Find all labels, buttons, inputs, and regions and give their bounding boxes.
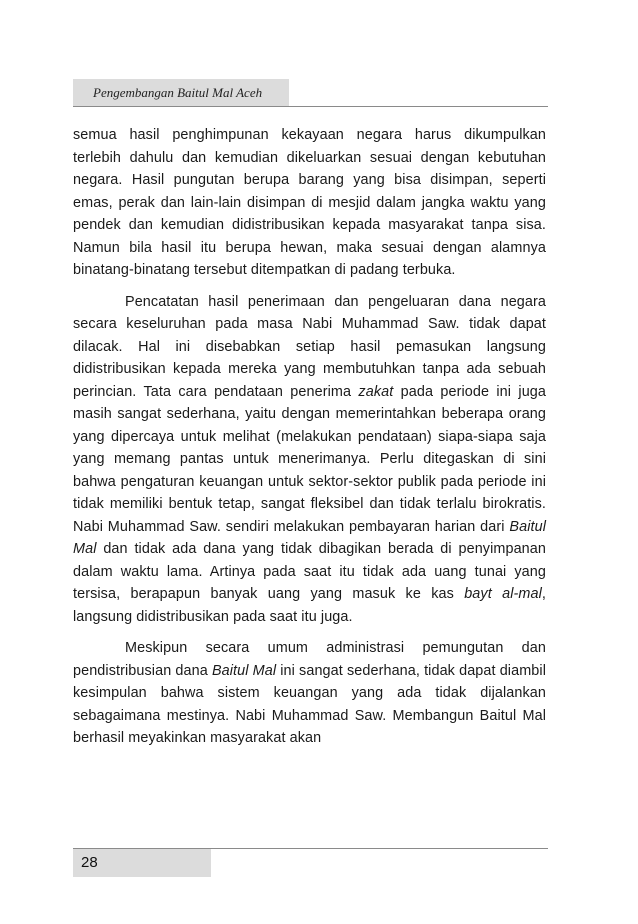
term-bayt-al-mal: bayt al-mal bbox=[464, 586, 542, 602]
body-text bbox=[73, 124, 546, 759]
paragraph-2-text-a: Pencatatan hasil penerimaan dan pengeluaran dana negara secara keseluruhan pada masa Nabi Muhammad Saw. tidak dapat dilacak. Hal ini disebabkan setiap hasil pemasukan langsung didistribusikan kepada mereka yang membutuhkan tanpa ada sebuah perincian. Tata cara pendataan penerima bbox=[73, 293, 546, 400]
paragraph-2-text-b: pada periode ini juga masih sangat sederhana, yaitu dengan memerintahkan beberapa orang yang dipercaya untuk melihat (melakukan pendataan) siapa-siapa saja yang memang pantas untuk menerimanya. Perlu ditegaskan di sini bahwa pengaturan keuangan untuk sektor-sektor publik pada periode ini tidak memiliki bentuk tetap, sangat fleksibel dan tidak terlalu birokratis. Nabi Muhammad Saw. sendiri melakukan pembayaran harian dari bbox=[73, 383, 546, 535]
paragraph-3-text-a: Meskipun secara umum administrasi pemungutan dan pendistribusian dana bbox=[73, 640, 546, 679]
paragraph-2-text-d: , langsung didistribusikan pada saat itu juga. bbox=[73, 586, 546, 625]
running-header bbox=[73, 79, 289, 107]
paragraph-3-text-b: ini sangat sederhana, tidak dapat diambil kesimpulan bahwa sistem keuangan yang ada tidak dijalankan sebagaimana mestinya. Nabi Muhammad Saw. Membangun Baitul Mal berhasil meyakinkan masyarakat akan bbox=[73, 662, 546, 746]
term-baitul-mal: Baitul Mal bbox=[73, 518, 546, 557]
paragraph-2-text-c: dan tidak ada dana yang tidak dibagikan berada di penyimpanan dalam waktu lama. Artinya pada saat itu tidak ada uang tunai yang tersisa, berapapun banyak uang yang masuk ke kas bbox=[73, 541, 546, 602]
paragraph-2 bbox=[73, 291, 546, 629]
running-header-title: Pengembangan Baitul Mal Aceh bbox=[93, 85, 263, 100]
page-number-box bbox=[73, 849, 211, 877]
term-baitul-mal-2: Baitul Mal bbox=[211, 662, 277, 679]
paragraph-3 bbox=[73, 637, 546, 750]
header-rule bbox=[73, 106, 548, 107]
paragraph-1: semua hasil penghimpunan kekayaan negara harus dikumpulkan terlebih dahulu dan kemudian dikeluarkan sesuai dengan kebutuhan negara. Hasil pungutan berupa barang yang bisa disimpan, seperti emas, perak dan lain-lain disimpan di mesjid dalam jangka waktu yang pendek dan kemudian didistribusikan kepada masyarakat tanpa sisa. Namun bila hasil itu berupa hewan, maka sesuai dengan alamnya binatang-binatang tersebut ditempatkan di padang terbuka. bbox=[73, 127, 546, 278]
term-zakat: zakat bbox=[358, 383, 394, 400]
page-number: 28 bbox=[81, 854, 98, 871]
